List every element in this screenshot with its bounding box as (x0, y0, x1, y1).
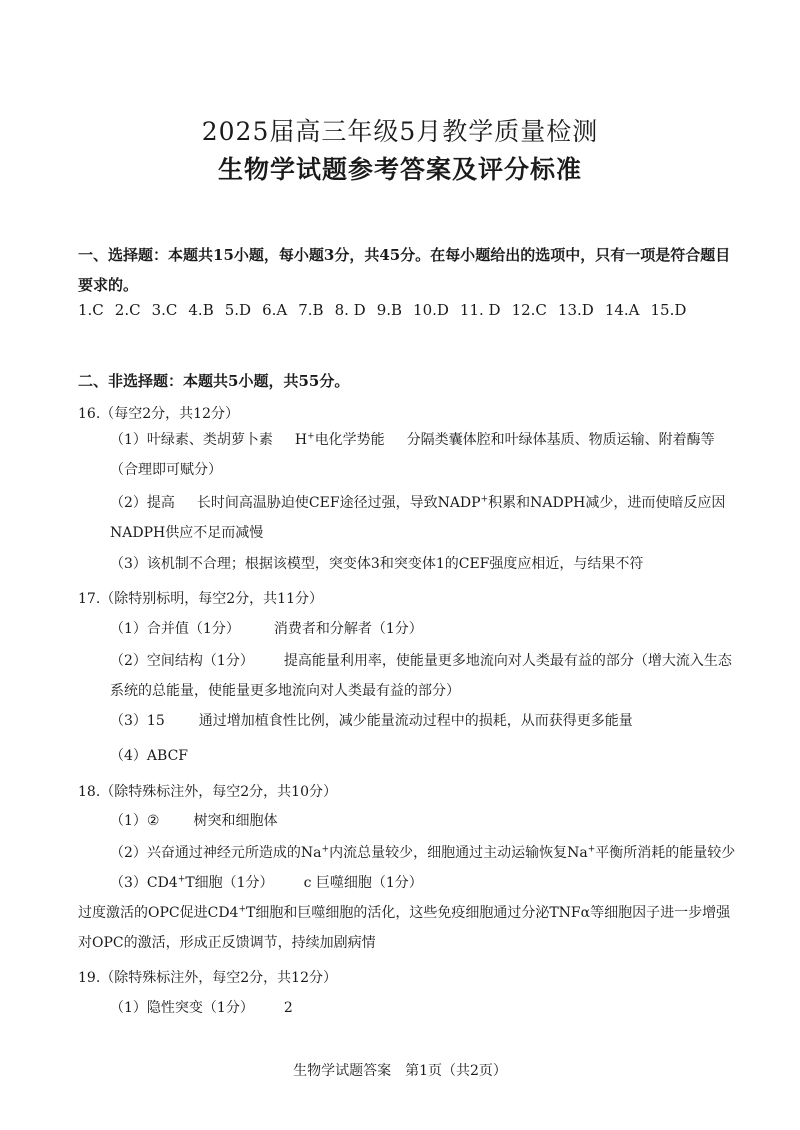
q16-sub1-answer-c: 分隔类囊体腔和叶绿体基质、物质运输、附着酶等（合理即可赋分） (110, 432, 715, 478)
q17-sub2-answer-a: 空间结构（1分） (146, 653, 254, 669)
q19-sub1-answer-b: 2 (283, 1000, 293, 1016)
page-title: 2025届高三年级5月教学质量检测 (201, 117, 599, 146)
mc-answer-item: 9.B (376, 301, 403, 319)
mc-answer-item: 12.C (511, 301, 547, 319)
mc-answer-item: 10.D (413, 301, 449, 319)
q17-sub3 (110, 706, 740, 736)
q18-sub3 (110, 868, 740, 898)
q19-sub1-answer-a: 隐性突变（1分） (146, 1000, 254, 1016)
mc-answer-item: 3.C (151, 301, 178, 319)
mc-answer-list (78, 301, 738, 319)
mc-answer-item: 15.D (650, 301, 687, 319)
q18-sub1-answer-b: 树突和细胞体 (193, 813, 278, 829)
q19-heading: 19.（除特殊标注外，每空2分，共12分） (78, 970, 337, 986)
q16-sub1-num: （1） (110, 432, 147, 448)
q16-sub2-num: （2） (110, 495, 147, 511)
q18-sub3-answer-a: CD4+T细胞（1分） (146, 874, 274, 891)
mc-answer-item: 5.D (224, 301, 252, 319)
q17-sub4-num: （4） (110, 748, 147, 764)
mc-answer-item: 6.A (262, 301, 288, 319)
mc-answer-item: 1.C (78, 301, 104, 319)
q16-sub1-answer-a: 叶绿素、类胡萝卜素 (146, 432, 273, 448)
q18-sub2-num: （2） (110, 845, 147, 861)
q18-sub2-answer: 兴奋通过神经元所造成的Na+内流总量较少，细胞通过主动运输恢复Na+平衡所消耗的能量较少 (146, 844, 736, 861)
q16-sub2-answer-b: 长时间高温胁迫使CEF途径过强，导致NADP+积累和NADPH减少，进而使暗反应因NADPH供应不足而减慢 (110, 494, 726, 541)
q17-sub4-answer: ABCF (146, 748, 189, 764)
q16-heading: 16.（每空2分，共12分） (78, 406, 239, 422)
q17-sub2 (110, 646, 740, 706)
q16-sub2-answer-a: 提高 (146, 495, 175, 511)
q17-sub1 (110, 614, 740, 644)
q17-sub3-num: （3） (110, 713, 147, 729)
q16-sub1-answer-b: H+电化学势能 (294, 431, 385, 448)
q17-sub3-answer-a: 15 (146, 713, 165, 729)
q17-sub2-num: （2） (110, 653, 147, 669)
q18-sub1-answer-a: ② (146, 813, 160, 829)
page-footer: 生物学试题答案 第1页（共2页） (293, 1063, 507, 1079)
q16-sub3-answer: 该机制不合理；根据该模型，突变体3和突变体1的CEF强度应相近，与结果不符 (146, 556, 644, 572)
q18-heading: 18.（除特殊标注外，每空2分，共10分） (78, 784, 337, 800)
q16-sub3 (110, 549, 740, 579)
mc-answer-item: 13.D (557, 301, 594, 319)
q17-sub3-answer-b: 通过增加植食性比例，减少能量流动过程中的损耗，从而获得更多能量 (198, 713, 633, 729)
mc-answer-item: 14.A (604, 301, 640, 319)
q18-sub3-num: （3） (110, 875, 147, 891)
q16-sub2 (110, 488, 740, 548)
q16-sub3-num: （3） (110, 556, 147, 572)
q18-sub2 (110, 838, 740, 868)
q17-sub1-answer-a: 合并值（1分） (146, 621, 240, 637)
q17-heading: 17.（除特别标明，每空2分，共11分） (78, 591, 323, 607)
q17-sub1-num: （1） (110, 621, 147, 637)
mc-answer-item: 8. D (334, 301, 366, 319)
mc-answer-item: 4.B (188, 301, 214, 319)
q18-sub1 (110, 806, 740, 836)
q18-sub3-answer-b: c 巨噬细胞（1分） (303, 875, 423, 891)
section2-heading: 二、非选择题：本题共5小题，共55分。 (78, 372, 350, 390)
section1-heading: 一、选择题：本题共15小题，每小题3分，共45分。在每小题给出的选项中，只有一项是符合题目要求的。 (78, 246, 731, 294)
q19-sub1-num: （1） (110, 1000, 147, 1016)
q17-sub1-answer-b: 消费者和分解者（1分） (273, 621, 423, 637)
page-subtitle: 生物学试题参考答案及评分标准 (217, 155, 582, 184)
q19-sub1 (110, 993, 740, 1023)
q17-sub2-answer-b: 提高能量利用率，使能量更多地流向对人类最有益的部分（增大流入生态系统的总能量，使能量更多地流向对人类最有益的部分） (110, 653, 732, 699)
mc-answer-item: 7.B (298, 301, 324, 319)
mc-answer-item: 11. D (459, 301, 501, 319)
mc-answer-item: 2.C (114, 301, 141, 319)
q16-sub1 (110, 425, 740, 485)
q17-sub4 (110, 741, 740, 771)
q18-explanation: 过度激活的OPC促进CD4+T细胞和巨噬细胞的活化，这些免疫细胞通过分泌TNFα等细胞因子进一步增强对OPC的激活，形成正反馈调节，持续加剧病情 (78, 904, 731, 951)
q18-sub1-num: （1） (110, 813, 147, 829)
